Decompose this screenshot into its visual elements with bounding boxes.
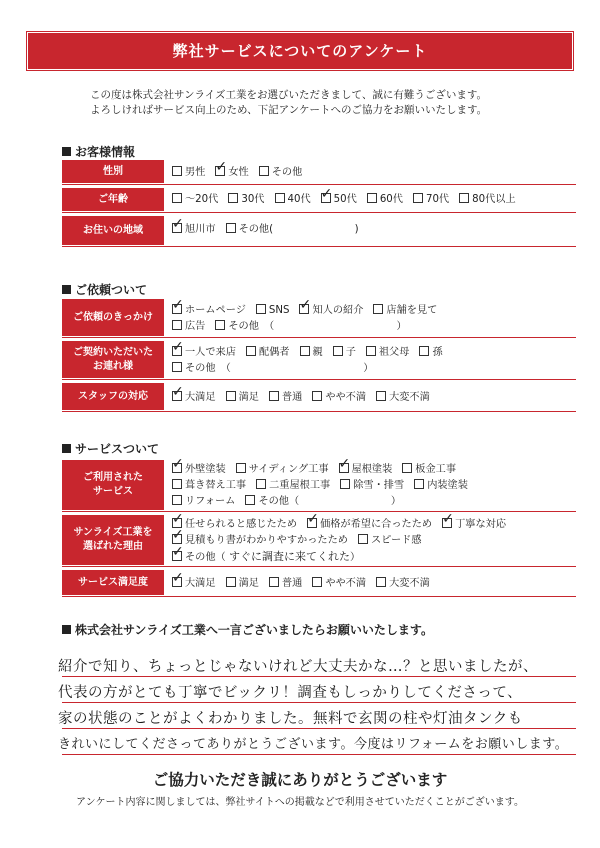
option-label: 男性: [185, 167, 206, 178]
thanks-message: ご協力いただき誠にありがとうございます: [152, 771, 448, 789]
options-trigger-2: [172, 319, 417, 334]
option-item[interactable]: [215, 319, 406, 334]
checkbox[interactable]: [215, 320, 225, 330]
option-item[interactable]: [442, 517, 506, 532]
option-label: 板金工事: [415, 464, 457, 475]
comment-line-1: 紹介で知り、ちょっとじゃないけれど大丈夫かな…？と思いましたが、: [58, 659, 538, 675]
option-item[interactable]: [275, 192, 311, 207]
checkbox[interactable]: [226, 391, 236, 401]
option-item[interactable]: [373, 303, 437, 318]
option-item[interactable]: [215, 165, 248, 180]
section-request: [62, 281, 147, 298]
options-trigger-1: [172, 303, 447, 318]
options-reason-1: [172, 517, 516, 532]
option-item[interactable]: [172, 345, 236, 360]
ruled-line: [62, 676, 576, 677]
label-satisfaction: サービス満足度: [62, 570, 164, 595]
option-label: 孫: [432, 347, 443, 358]
option-label: 二重屋根工事: [269, 480, 331, 491]
option-label: 30代: [241, 194, 265, 205]
checkbox[interactable]: [226, 577, 236, 587]
option-item[interactable]: [321, 192, 357, 207]
checkbox[interactable]: [215, 166, 225, 176]
label-trigger: ご依頼のきっかけ: [62, 299, 164, 336]
option-item[interactable]: [259, 165, 303, 180]
section-comment: [62, 621, 433, 638]
options-companion-1: [172, 345, 453, 360]
checkbox[interactable]: [312, 577, 322, 587]
option-label: 一人で来店: [185, 347, 236, 358]
option-label: その他 （ ）: [228, 321, 407, 332]
option-label: 知人の紹介: [312, 305, 364, 316]
option-item[interactable]: [376, 390, 430, 405]
checkbox[interactable]: [172, 463, 182, 473]
checkbox[interactable]: [172, 223, 182, 233]
option-item[interactable]: [172, 319, 205, 334]
checkbox[interactable]: [256, 304, 266, 314]
option-item[interactable]: [413, 192, 449, 207]
checkbox[interactable]: [402, 463, 412, 473]
checkbox[interactable]: [307, 518, 317, 528]
option-item[interactable]: [172, 192, 218, 207]
checkbox[interactable]: [228, 193, 238, 203]
option-label: 丁寧な対応: [455, 519, 507, 530]
option-item[interactable]: [339, 462, 393, 477]
option-label: 旭川市: [185, 224, 216, 235]
option-label: 配偶者: [258, 347, 290, 358]
option-item[interactable]: [307, 517, 432, 532]
option-label: 80代以上: [472, 194, 516, 205]
option-item[interactable]: [419, 345, 442, 360]
option-item[interactable]: [333, 345, 356, 360]
option-label: 満足: [238, 578, 259, 589]
checkbox[interactable]: [172, 479, 182, 489]
option-item[interactable]: [246, 345, 290, 360]
option-item[interactable]: [256, 303, 290, 318]
options-gender: [172, 165, 312, 180]
options-reason-3: [172, 549, 360, 565]
checkbox[interactable]: [172, 304, 182, 314]
option-label: その他: [271, 167, 303, 178]
option-item[interactable]: [366, 345, 410, 360]
option-label: 見積もり書がわかりやすかったため: [185, 535, 348, 546]
checkbox[interactable]: [236, 463, 246, 473]
label-reason: サンライズ工業を 選ばれた理由: [62, 515, 164, 565]
option-label: 70代: [425, 194, 450, 205]
option-label: その他（ ）: [258, 496, 402, 507]
checkbox[interactable]: [367, 193, 377, 203]
checkbox[interactable]: [275, 193, 285, 203]
option-label: 除雪・排雪: [353, 480, 405, 491]
intro-line-2: よろしければサービス向上のため、下記アンケートへのご協力をお願いいたします。: [90, 104, 488, 116]
option-label: その他 （ ）: [185, 363, 374, 374]
checkbox[interactable]: [226, 223, 236, 233]
reason-other-handwritten: すぐに調査に来てくれた: [229, 550, 350, 563]
checkbox[interactable]: [373, 304, 383, 314]
option-item[interactable]: [358, 533, 422, 548]
label-gender: 性別: [62, 160, 164, 183]
checkbox[interactable]: [459, 193, 469, 203]
checkbox[interactable]: [172, 534, 182, 544]
option-item[interactable]: [172, 533, 348, 548]
comment-line-2: 代表の方がとても丁寧でビックリ！調査もしっかりしてくださって、: [58, 685, 523, 701]
option-item[interactable]: [172, 462, 226, 477]
checkbox[interactable]: [259, 166, 269, 176]
option-label: 内装塗装: [427, 480, 468, 491]
option-label: 任せられると感じたため: [185, 519, 298, 530]
option-item[interactable]: [414, 478, 468, 493]
option-item[interactable]: [299, 303, 363, 318]
option-label: SNS: [268, 305, 290, 316]
checkbox[interactable]: [172, 391, 182, 401]
checkbox[interactable]: [419, 346, 429, 356]
option-label: 広告: [185, 321, 206, 332]
option-item[interactable]: [340, 478, 404, 493]
checkbox[interactable]: [299, 304, 309, 314]
option-item[interactable]: [172, 165, 205, 180]
comment-line-3: 家の状態のことがよくわかりました。無料で玄関の柱や灯油タンクも: [58, 711, 523, 727]
options-used-3: [172, 494, 411, 509]
option-item[interactable]: [459, 192, 516, 207]
checkbox[interactable]: [339, 463, 349, 473]
option-item[interactable]: [172, 222, 216, 237]
option-label: 親: [312, 347, 323, 358]
option-item[interactable]: [256, 478, 330, 493]
option-item[interactable]: [312, 576, 366, 591]
option-item[interactable]: [172, 517, 297, 532]
options-used-1: [172, 462, 466, 477]
label-staff: スタッフの対応: [62, 383, 164, 410]
option-item[interactable]: [376, 576, 430, 591]
ruled-line: [62, 754, 576, 755]
section-service: [62, 440, 159, 457]
checkbox[interactable]: [376, 577, 386, 587]
option-item[interactable]: [172, 576, 216, 591]
option-label: 大満足: [185, 392, 216, 403]
option-item[interactable]: [269, 576, 302, 591]
options-age: [172, 192, 526, 207]
section-comment-title: 株式会社サンライズ工業へ一言ございましたらお願いいたします。: [75, 623, 433, 637]
option-label: リフォーム: [185, 496, 236, 507]
checkbox[interactable]: [172, 551, 182, 561]
option-label: やや不満: [325, 578, 367, 589]
checkbox[interactable]: [442, 518, 452, 528]
option-item[interactable]: [402, 462, 456, 477]
option-label: その他( ): [238, 224, 359, 235]
option-label: 40代: [287, 194, 311, 205]
option-label: 普通: [281, 578, 303, 589]
label-age: ご年齢: [62, 188, 164, 211]
option-item[interactable]: [300, 345, 323, 360]
section-request-title: ご依頼ついて: [75, 283, 148, 297]
checkbox[interactable]: [414, 479, 424, 489]
option-item[interactable]: [236, 462, 329, 477]
option-label: やや不満: [325, 392, 367, 403]
section-customer-title: お客様情報: [75, 145, 136, 159]
checkbox[interactable]: [413, 193, 423, 203]
option-label: 女性: [228, 167, 249, 178]
checkbox[interactable]: [269, 391, 279, 401]
label-companion: ご契約いただいた お連れ様: [62, 341, 164, 378]
checkbox[interactable]: [172, 495, 182, 505]
checkbox[interactable]: [172, 362, 182, 372]
option-label: 普通: [281, 392, 303, 403]
checkbox[interactable]: [269, 577, 279, 587]
checkbox[interactable]: [245, 495, 255, 505]
option-item[interactable]: [172, 478, 246, 493]
options-companion-2: [172, 361, 383, 376]
checkbox[interactable]: [366, 346, 376, 356]
option-item[interactable]: [172, 390, 216, 405]
option-label: 大変不満: [389, 578, 430, 589]
checkbox[interactable]: [321, 193, 331, 203]
option-item[interactable]: [269, 390, 302, 405]
option-label: 外壁塗装: [185, 464, 226, 475]
options-staff: [172, 390, 440, 405]
option-label: 満足: [238, 392, 259, 403]
comment-line-4: きれいにしてくださってありがとうございます。今度はリフォームをお願いします。: [58, 737, 569, 752]
label-area: お住いの地域: [62, 216, 164, 245]
label-used: ご利用された サービス: [62, 460, 164, 510]
checkbox[interactable]: [333, 346, 343, 356]
checkbox[interactable]: [340, 479, 350, 489]
option-item[interactable]: [172, 494, 235, 509]
option-label: 葺き替え工事: [185, 480, 247, 491]
option-label: スピード感: [371, 535, 422, 546]
option-label: 屋根塗装: [351, 464, 393, 475]
option-label: 子: [345, 347, 356, 358]
footer-note: アンケート内容に関しましては、弊社サイトへの掲載などで利用させていただくことがございます。: [76, 797, 524, 808]
checkbox[interactable]: [172, 320, 182, 330]
checkbox[interactable]: [246, 346, 256, 356]
option-label: 大満足: [185, 578, 216, 589]
option-label: ～20代: [185, 194, 219, 205]
ruled-line: [62, 702, 576, 703]
option-label: サイディング工事: [248, 464, 329, 475]
option-item[interactable]: [245, 494, 401, 509]
options-used-2: [172, 478, 478, 493]
reason-other-close: ）: [350, 552, 361, 563]
checkbox[interactable]: [172, 577, 182, 587]
option-item[interactable]: [312, 390, 366, 405]
intro-line-1: この度は株式会社サンライズ工業をお選びいただきまして、誠に有難うございます。: [90, 89, 488, 101]
ruled-line: [62, 728, 576, 729]
option-item[interactable]: [172, 361, 373, 376]
option-label: 大変不満: [389, 392, 430, 403]
reason-other-label: その他（: [185, 552, 226, 563]
option-item[interactable]: [226, 576, 259, 591]
checkbox[interactable]: [312, 391, 322, 401]
option-label: 祖父母: [378, 347, 410, 358]
option-label: 店舗を見て: [386, 305, 438, 316]
option-item[interactable]: [226, 390, 259, 405]
option-label: ホームページ: [185, 305, 246, 316]
page-title: 弊社サービスについてのアンケート: [28, 33, 572, 69]
option-label: 価格が希望に合ったため: [320, 519, 433, 530]
option-item[interactable]: [367, 192, 403, 207]
option-label: 60代: [379, 194, 403, 205]
options-reason-2: [172, 533, 432, 548]
checkbox[interactable]: [300, 346, 310, 356]
checkbox[interactable]: [172, 193, 182, 203]
checkbox[interactable]: [172, 166, 182, 176]
option-item[interactable]: [172, 303, 246, 318]
section-service-title: サービスついて: [75, 442, 160, 456]
option-item[interactable]: [228, 192, 264, 207]
checkbox[interactable]: [376, 391, 386, 401]
options-satisfaction: [172, 576, 440, 591]
option-label: 50代: [333, 194, 357, 205]
checkbox[interactable]: [256, 479, 266, 489]
options-area: [172, 222, 369, 237]
option-item[interactable]: [226, 222, 359, 237]
checkbox[interactable]: [358, 534, 368, 544]
checkbox[interactable]: [172, 346, 182, 356]
